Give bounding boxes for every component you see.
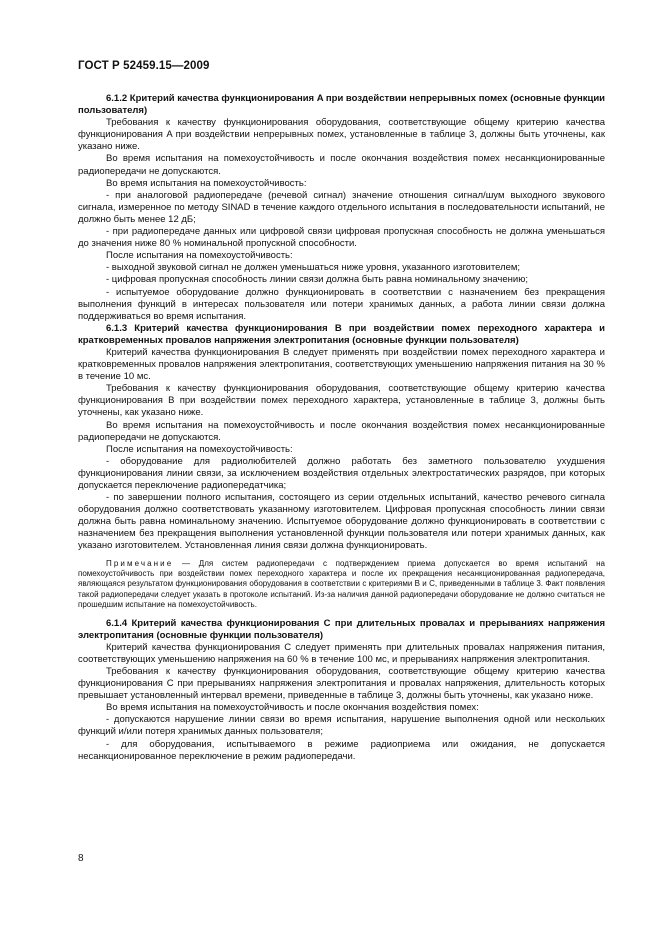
- list-item: - для оборудования, испытываемого в режиме радиоприема или ожидания, не допускается несанкционированное переключение в режим радиопередачи.: [78, 738, 605, 762]
- paragraph: Критерий качества функционирования B следует применять при воздействии помех переходного характера и кратковременных провалов напряжения электропитания, соответствующих уменьшению напряжения питания на 30 % в течение 10 мс.: [78, 346, 605, 383]
- paragraph: Требования к качеству функционирования оборудования, соответствующие общему критерию качества функционирования B при воздействии помех переходного характера, установленные в таблице 3, должны быть уточнены, как указано ниже.: [78, 383, 605, 419]
- list-item: - при аналоговой радиопередаче (речевой сигнал) значение отношения сигнал/шум выходного звукового сигнала, измеренное по методу SINAD в течение каждого отдельного испытания в последовательности испытаний, не должно быть менее 12 дБ;: [78, 189, 605, 225]
- paragraph: После испытания на помехоустойчивость:: [106, 250, 293, 262]
- list-item: - по завершении полного испытания, состоящего из серии отдельных испытаний, качество речевого сигнала оборудования должно соответствовать указанному изготовителем. Цифровая пропускная способность линии связи должна быть равна номинальному значению. Испытуемое оборудование должно функционировать в соответствии с назначением без прекращения выполнения установленной функции пользователя или потери хранимых данных, как указано изготовителем. Установленная линия связи должна функционировать.: [78, 492, 605, 552]
- paragraph: Во время испытания на помехоустойчивость и после окончания воздействия помех:: [106, 702, 479, 714]
- paragraph: Во время испытания на помехоустойчивость и после окончания воздействия помех несанкционированные радиопередачи не допускаются.: [78, 419, 605, 443]
- document-body: [78, 93, 605, 763]
- note-text: — Для систем радиопередачи с подтверждением приема допускается во время испытаний на помехоустойчивость при воздействии помех переходного характера и после их прекращения несанкционированная радиопередача, являющаяся результатом функционирования оборудования в соответствии с критериями B и C, приведенными в таблице 3. Факт появления такой радиопередачи следует указать в протоколе испытаний. Из-за наличия данной радиопередачи оборудование не должно считаться не прошедшим испытание на помехоустойчивость.: [78, 558, 605, 610]
- list-item: - выходной звуковой сигнал не должен уменьшаться ниже уровня, указанного изготовителем;: [106, 262, 521, 274]
- list-item: - при радиопередаче данных или цифровой связи цифровая пропускная способность не должна уменьшаться до значения ниже 80 % номинальной пропускной способности.: [78, 226, 605, 250]
- paragraph: Требования к качеству функционирования оборудования, соответствующие общему критерию качества функционирования A при воздействии непрерывных помех, установленные в таблице 3, должны быть уточнены, как указано ниже.: [78, 117, 605, 153]
- paragraph: Во время испытания на помехоустойчивость и после окончания воздействия помех несанкционированные радиопередачи не допускаются.: [78, 153, 605, 177]
- note-label: Примечание: [106, 558, 174, 568]
- section-heading-6-1-4: 6.1.4 Критерий качества функционирования C при длительных провалах и прерываниях напряжения электропитания (основные функции пользователя): [78, 617, 605, 641]
- paragraph: После испытания на помехоустойчивость:: [106, 443, 293, 455]
- list-item: - допускаются нарушение линии связи во время испытания, нарушение выполнения одной или нескольких функций и/или потеря хранимых данных пользователя;: [78, 714, 605, 738]
- section-heading-6-1-2: 6.1.2 Критерий качества функционирования A при воздействии непрерывных помех (основные функции пользователя): [78, 93, 605, 117]
- list-item: - испытуемое оборудование должно функционировать в соответствии с назначением без прекращения выполнения функций в интересах пользователя или потери хранимых данных, а работа линии связи должна поддерживаться во время испытания.: [78, 286, 605, 322]
- list-item: - оборудование для радиолюбителей должно работать без заметного пользователю ухудшения функционирования линии связи, за исключением воздействия отдельных электростатических разрядов, при которых допускается переключение радиопередатчика;: [78, 455, 605, 491]
- document-header: ГОСТ Р 52459.15—2009: [78, 60, 210, 72]
- section-heading-6-1-3: 6.1.3 Критерий качества функционирования B при воздействии помех переходного характера и кратковременных провалов напряжения электропитания (основные функции пользователя): [78, 322, 605, 346]
- list-item: - цифровая пропускная способность линии связи должна быть равна номинальному значению;: [106, 274, 528, 286]
- paragraph: Критерий качества функционирования C следует применять при длительных провалах напряжения питания, соответствующих уменьшению напряжения на 60 % в течение 100 мс, и прерываниях напряжения электропитания.: [78, 641, 605, 665]
- note: [78, 559, 605, 611]
- page-number: 8: [78, 853, 84, 864]
- paragraph: Во время испытания на помехоустойчивость:: [106, 177, 307, 189]
- paragraph: Требования к качеству функционирования оборудования, соответствующие общему критерию качества функционирования C при прерываниях напряжения электропитания и провалах напряжения, длительность которых превышает установленный интервал времени, приведенные в таблице 3, должны быть уточнены, как указано ниже.: [78, 665, 605, 702]
